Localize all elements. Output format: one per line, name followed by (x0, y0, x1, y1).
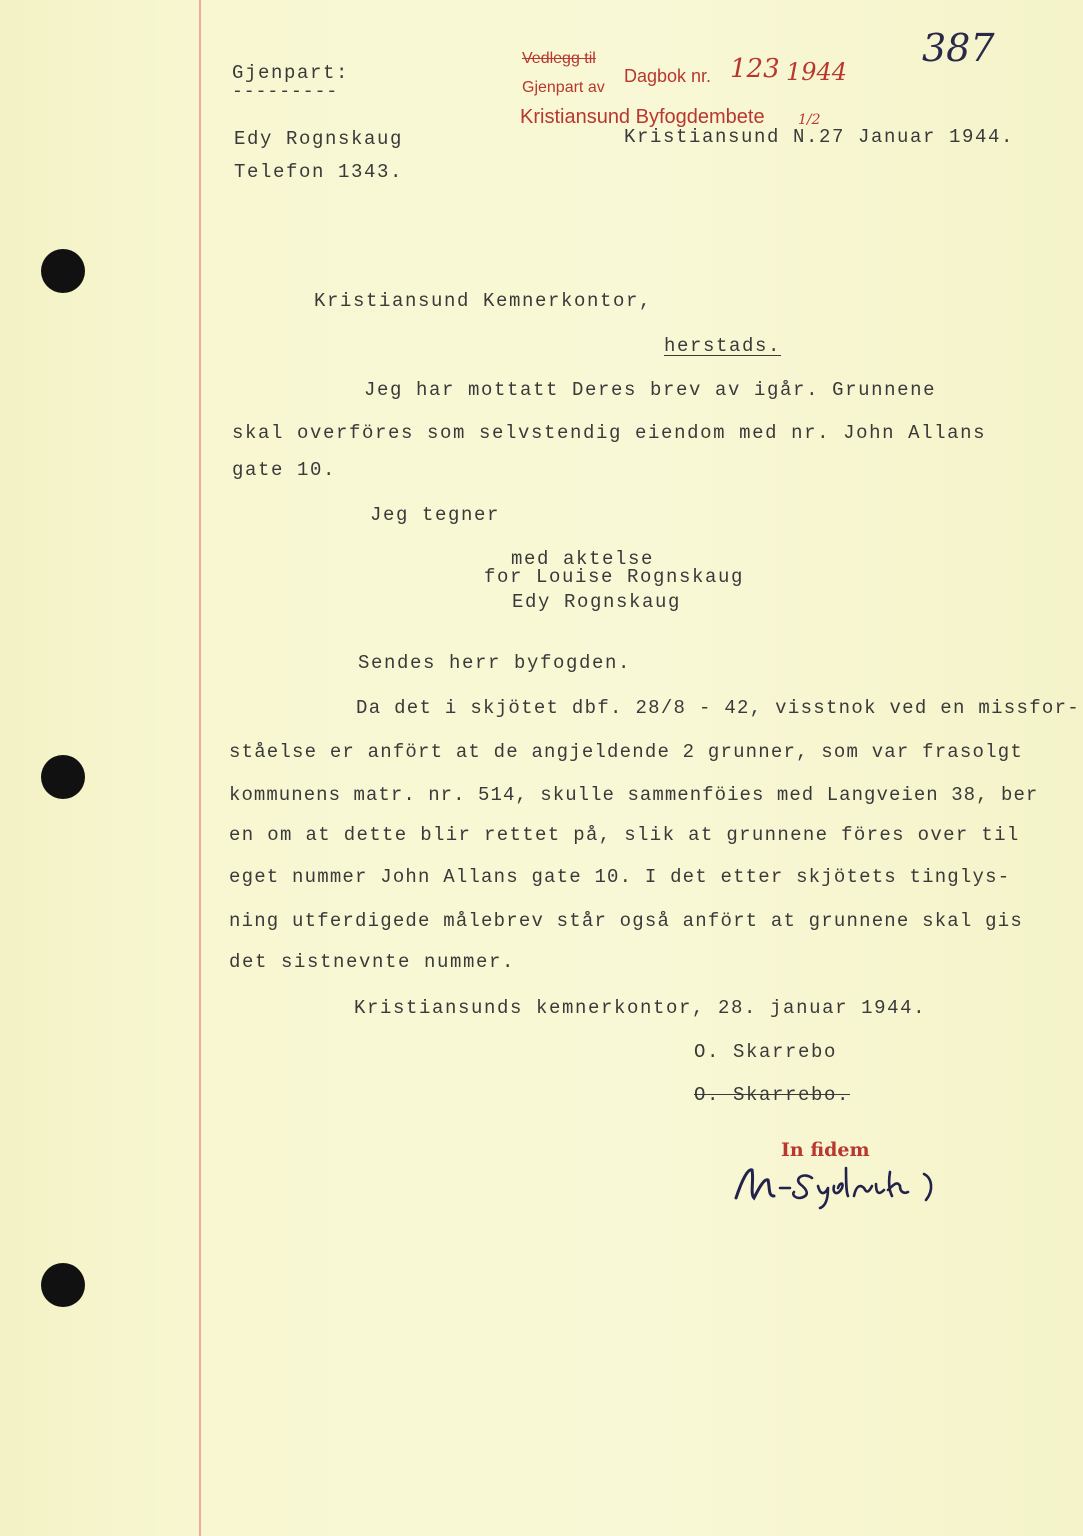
margin-line (199, 0, 201, 1536)
sender-name: Edy Rognskaug (234, 128, 404, 150)
letter-body-line: gate 10. (232, 459, 337, 481)
stamp-dagbok-year: 1944 (786, 58, 848, 86)
addressee-line2: herstads. (664, 335, 782, 357)
endorsement-intro: Sendes herr byfogden. (358, 652, 632, 674)
letter-place-date: Kristiansund N.27 Januar 1944. (624, 126, 1015, 148)
endorsement-line: eget nummer John Allans gate 10. I det etter skjötets tinglys- (229, 866, 1011, 888)
letter-body-line: skal overföres som selvstendig eiendom med nr. John Allans (232, 422, 987, 444)
letter-body-line: Jeg har mottatt Deres brev av igår. Grunnene (364, 379, 937, 401)
copy-label: Gjenpart: (232, 62, 350, 84)
endorsement-line: Da det i skjötet dbf. 28/8 - 42, visstnok ved en missfor- (356, 697, 1081, 719)
copy-label-underline: --------- (232, 82, 339, 102)
stamp-dagbok-label: Dagbok nr. (624, 66, 712, 86)
addressee-line1: Kristiansund Kemnerkontor, (314, 290, 653, 312)
page-number: 387 (922, 26, 995, 70)
closing-line1: Jeg tegner (370, 504, 501, 526)
endorsement-line: ståelse er anfört at de angjeldende 2 grunner, som var frasolgt (229, 741, 1023, 763)
endorsement-line: det sistnevnte nummer. (229, 951, 516, 973)
punch-hole-bottom (41, 1263, 85, 1307)
endorsement-place-date: Kristiansunds kemnerkontor, 28. januar 1944. (354, 997, 927, 1019)
stamp-fraction: 1/2 (798, 112, 821, 128)
endorsement-signature-struck (694, 1084, 850, 1106)
punch-hole-top (41, 249, 85, 293)
endorsement-line: ning utferdigede målebrev står også anfört at grunnene skal gis (229, 910, 1023, 932)
stamp-line-gjenpart: Gjenpart av (522, 79, 605, 96)
closing-line2: med aktelse (511, 548, 655, 570)
closing-line4: Edy Rognskaug (512, 591, 682, 613)
in-fidem-stamp: In fidem (781, 1139, 870, 1161)
endorsement-signature: O. Skarrebo (694, 1041, 838, 1063)
stamp-office-name: Kristiansund Byfogdembete (520, 106, 765, 128)
punch-hole-middle (41, 755, 85, 799)
stamp-line-vedlegg: Vedlegg til (522, 50, 596, 67)
endorsement-line: en om at dette blir rettet på, slik at grunnene föres over til (229, 824, 1020, 846)
struck-name: O. Skarrebo. (694, 1084, 851, 1106)
handwritten-signature (728, 1160, 958, 1210)
closing-line3: for Louise Rognskaug (484, 566, 745, 588)
sender-phone: Telefon 1343. (234, 161, 404, 183)
stamp-dagbok-number: 123 (730, 54, 780, 84)
endorsement-line: kommunens matr. nr. 514, skulle sammenföies med Langveien 38, ber (229, 784, 1039, 806)
